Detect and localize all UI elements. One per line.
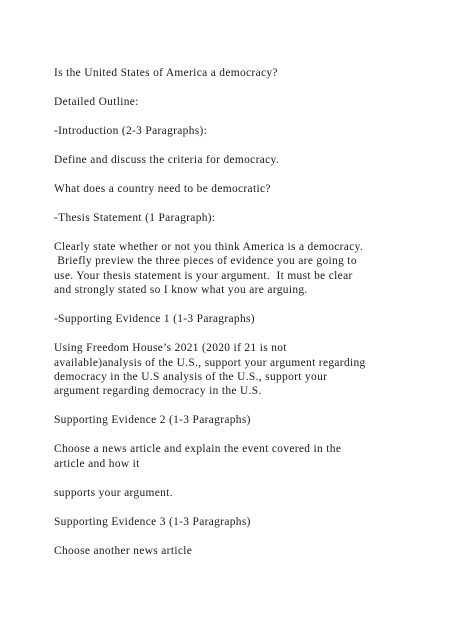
text-line: and strongly stated so I know what you are arguing.	[54, 284, 308, 297]
text-line: available)analysis of the U.S., support your argument regarding	[54, 356, 366, 369]
paragraph	[54, 240, 399, 298]
paragraph	[54, 66, 399, 80]
text-line: -Supporting Evidence 1 (1-3 Paragraphs)	[54, 313, 255, 326]
paragraph	[54, 544, 399, 558]
text-line: What does a country need to be democratic?	[54, 183, 271, 195]
text-line: Using Freedom House’s 2021 (2020 if 21 is not	[54, 342, 287, 355]
text-line: Choose another news article	[54, 544, 193, 557]
text-line: Define and discuss the criteria for democracy.	[54, 154, 280, 166]
paragraph	[54, 95, 399, 109]
document-body	[54, 66, 399, 573]
paragraph	[54, 182, 399, 196]
text-line: argument regarding democracy in the U.S.	[54, 385, 262, 398]
paragraph	[54, 515, 399, 529]
text-line: Is the United States of America a democracy?	[54, 67, 278, 79]
paragraph	[54, 153, 399, 167]
text-line: democracy in the U.S analysis of the U.S., support your	[54, 371, 328, 384]
text-line: -Introduction (2-3 Paragraphs):	[54, 125, 208, 137]
paragraph	[54, 442, 399, 471]
text-line: article and how it	[54, 457, 140, 470]
text-line: supports your argument.	[54, 486, 173, 499]
paragraph	[54, 341, 399, 399]
text-line: Clearly state whether or not you think America is a democracy.	[54, 241, 364, 253]
text-line: Briefly preview the three pieces of evidence you are going to	[54, 255, 357, 268]
text-line: Supporting Evidence 3 (1-3 Paragraphs)	[54, 515, 251, 528]
paragraph	[54, 124, 399, 138]
text-line: Detailed Outline:	[54, 96, 139, 108]
text-line: Choose a news article and explain the event covered in the	[54, 443, 342, 456]
paragraph	[54, 486, 399, 500]
text-line: Supporting Evidence 2 (1-3 Paragraphs)	[54, 414, 251, 427]
paragraph	[54, 312, 399, 326]
text-line: -Thesis Statement (1 Paragraph):	[54, 212, 216, 224]
paragraph	[54, 211, 399, 225]
paragraph	[54, 413, 399, 427]
text-line: use. Your thesis statement is your argument. It must be clear	[54, 269, 353, 282]
